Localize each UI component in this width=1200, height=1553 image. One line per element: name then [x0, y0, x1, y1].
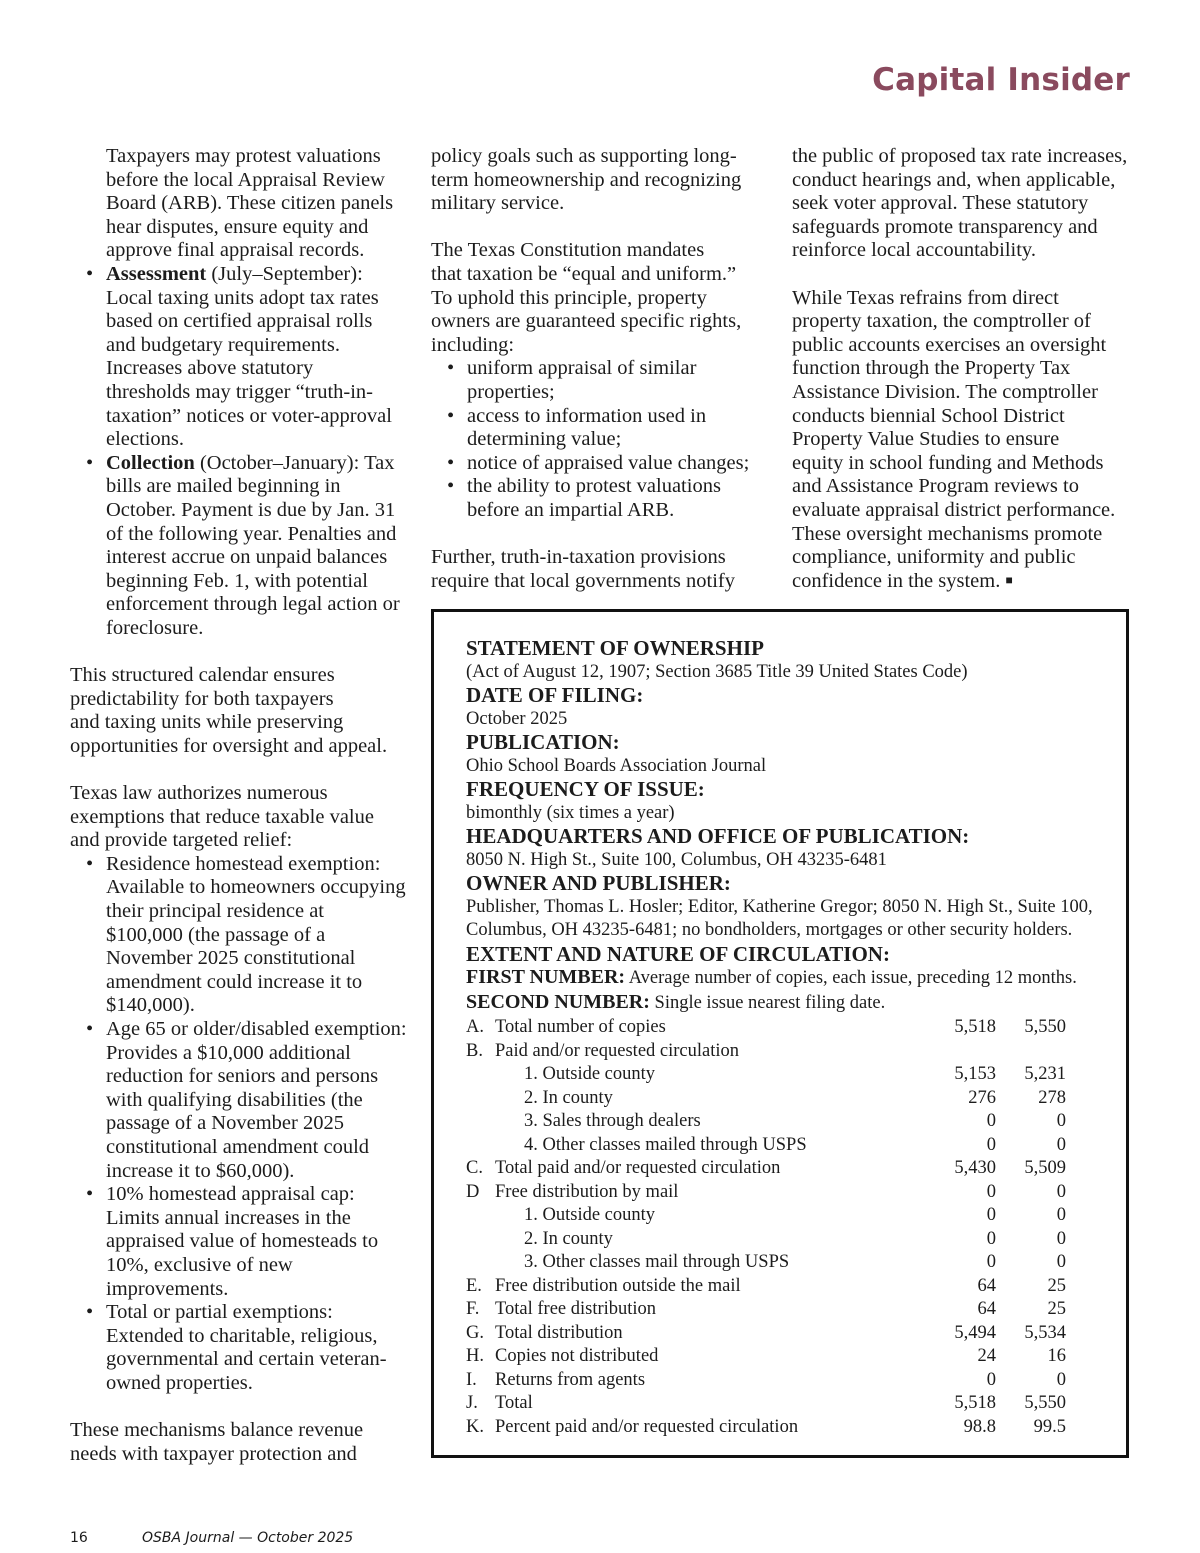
text-line: policy goals such as supporting long- — [431, 145, 737, 167]
row-label: 1. Outside county — [524, 1064, 656, 1084]
row-value-first: 5,518 — [954, 1017, 996, 1037]
policy-paragraph — [431, 145, 776, 216]
row-letter: G. — [466, 1322, 484, 1343]
row-value-first: 5,153 — [954, 1064, 996, 1084]
calendar-list — [70, 263, 415, 641]
text-line: Increases above statutory — [106, 357, 314, 380]
truth-in-taxation-paragraph — [431, 546, 776, 593]
text-line: These mechanisms balance revenue — [70, 1419, 364, 1442]
row-label: 1. Outside county — [524, 1205, 656, 1225]
owner-value: Columbus, OH 43235-6481; no bondholders, mortgages or other security holders. — [466, 920, 1073, 940]
row-value-second: 16 — [1047, 1346, 1066, 1366]
text-line: evaluate appraisal district performance. — [792, 498, 1116, 521]
list-item-right — [431, 405, 776, 452]
text-line: November 2025 constitutional — [106, 947, 356, 970]
bullet-icon: • — [86, 1017, 94, 1040]
frequency-value: bimonthly (six times a year) — [466, 802, 675, 823]
text-line: owned properties. — [106, 1371, 253, 1394]
row-value-first: 5,494 — [954, 1322, 996, 1343]
text-line: The Texas Constitution mandates — [431, 239, 705, 262]
table-row — [466, 1181, 1066, 1205]
text-line: Limits annual increases in the — [106, 1206, 351, 1229]
row-label: Paid and/or requested circulation — [495, 1040, 740, 1061]
date-of-filing-value: October 2025 — [466, 708, 568, 729]
row-letter — [466, 1063, 495, 1087]
row-value-second: 0 — [1056, 1181, 1066, 1202]
table-row — [466, 1298, 1066, 1322]
row-letter — [466, 1134, 495, 1158]
row-letter — [466, 1110, 495, 1134]
text-line: based on certified appraisal rolls — [106, 310, 373, 333]
frequency-label: FREQUENCY OF ISSUE: — [466, 777, 705, 801]
column-1 — [70, 145, 415, 1466]
text-line: 10%, exclusive of new — [106, 1253, 293, 1276]
text-line: Total or partial exemptions: — [106, 1301, 333, 1324]
row-value-second: 0 — [1056, 1252, 1066, 1272]
row-value-second: 5,550 — [1024, 1017, 1066, 1037]
text-line: Property Value Studies to ensure — [792, 428, 1060, 451]
text-line: Further, truth-in-taxation provisions — [431, 546, 726, 569]
table-row — [466, 1204, 1066, 1228]
text-line: the ability to protest valuations — [467, 475, 721, 498]
row-value-first: 0 — [986, 1111, 996, 1131]
rights-list — [431, 357, 776, 522]
row-value-first: 0 — [986, 1252, 996, 1272]
text-line: Local taxing units adopt tax rates — [106, 286, 379, 309]
bullet-icon: • — [447, 451, 455, 474]
text-line: military service. — [431, 192, 565, 215]
table-row — [466, 1040, 1066, 1064]
row-value-first: 0 — [986, 1205, 996, 1225]
row-letter: K. — [466, 1416, 484, 1437]
table-row — [466, 1369, 1066, 1393]
text-line: improvements. — [106, 1277, 229, 1300]
text-line: constitutional amendment could — [106, 1135, 370, 1158]
owner-value: Publisher, Thomas L. Hosler; Editor, Katherine Gregor; 8050 N. High St., Suite 100, — [466, 896, 1093, 917]
row-value-first: 0 — [986, 1134, 996, 1155]
text-line: Extended to charitable, religious, — [106, 1324, 378, 1347]
list-item-right — [431, 357, 776, 404]
constitution-paragraph — [431, 239, 776, 357]
intro-paragraph — [70, 145, 415, 263]
text-line: enforcement through legal action or — [106, 593, 400, 616]
text-line: Taxpayers may protest valuations — [106, 145, 381, 167]
text-line: equity in school funding and Methods — [792, 451, 1104, 474]
date-of-filing-label: DATE OF FILING: — [466, 683, 644, 707]
bullet-icon: • — [447, 357, 455, 380]
row-value-second: 0 — [1056, 1369, 1066, 1390]
table-row — [466, 1322, 1066, 1346]
bullet-icon: • — [86, 1183, 94, 1206]
text-line: notice of appraised value changes; — [467, 451, 750, 474]
table-row — [466, 1251, 1066, 1275]
text-line: access to information used in — [467, 404, 707, 427]
bullet-icon: • — [447, 475, 455, 498]
exemptions-intro-paragraph — [70, 782, 415, 853]
row-value-first: 64 — [977, 1275, 996, 1296]
row-label: 4. Other classes mailed through USPS — [524, 1134, 807, 1155]
text-line: $140,000). — [106, 994, 195, 1017]
row-value-second: 25 — [1047, 1299, 1066, 1319]
bullet-icon: • — [86, 852, 94, 875]
text-line: public accounts exercises an oversight — [792, 333, 1107, 356]
text-line: Assistance Division. The comptroller — [792, 380, 1098, 403]
table-row — [466, 1063, 1066, 1087]
text-line: increase it to $60,000). — [106, 1159, 295, 1182]
list-item-assessment — [70, 263, 415, 452]
row-label: Total distribution — [495, 1322, 623, 1343]
circulation-table — [466, 1016, 1066, 1439]
text-line: conducts biennial School District — [792, 404, 1065, 427]
row-value-second: 5,550 — [1024, 1393, 1066, 1413]
text-line: These oversight mechanisms promote — [792, 522, 1103, 545]
term-collection: Collection — [106, 451, 195, 474]
row-value-first: 98.8 — [963, 1416, 996, 1437]
text-line: properties; — [467, 380, 555, 403]
text-line: appraised value of homesteads to — [106, 1230, 379, 1253]
row-letter: H. — [466, 1346, 484, 1366]
text-line: and taxing units while preserving — [70, 711, 344, 734]
bullet-icon: • — [447, 404, 455, 427]
row-label: Free distribution outside the mail — [495, 1275, 741, 1296]
table-row — [466, 1157, 1066, 1181]
text-line: Available to homeowners occupying — [106, 876, 406, 899]
text-line: beginning Feb. 1, with potential — [106, 569, 368, 592]
row-value-second: 0 — [1056, 1111, 1066, 1131]
row-value-first: 0 — [986, 1369, 996, 1390]
text-line: (July–September): — [206, 262, 363, 285]
text-line: Board (ARB). These citizen panels — [106, 192, 394, 215]
text-line: taxation” notices or voter-approval — [106, 404, 392, 427]
text-line: passage of a November 2025 — [106, 1112, 344, 1135]
second-number-line — [466, 991, 1094, 1016]
text-line: safeguards promote transparency and — [792, 215, 1098, 238]
row-letter — [466, 1228, 495, 1252]
table-row — [466, 1087, 1066, 1111]
text-line: needs with taxpayer protection and — [70, 1442, 357, 1465]
text-line: with qualifying disabilities (the — [106, 1088, 363, 1111]
row-letter — [466, 1204, 495, 1228]
list-item-right — [431, 452, 776, 476]
column-2 — [431, 145, 776, 593]
list-item-exemption — [70, 1183, 415, 1301]
text-line: before the local Appraisal Review — [106, 168, 385, 191]
text-line: seek voter approval. These statutory — [792, 192, 1089, 215]
row-label: 2. In county — [524, 1228, 613, 1249]
row-letter: C. — [466, 1158, 483, 1178]
first-number-label: FIRST NUMBER: — [466, 966, 626, 988]
row-value-first: 0 — [986, 1181, 996, 1202]
text-line: uniform appraisal of similar — [467, 357, 697, 380]
row-label: Total number of copies — [495, 1017, 666, 1037]
row-letter — [466, 1087, 495, 1111]
row-label: Total paid and/or requested circulation — [495, 1158, 781, 1178]
text-line: governmental and certain veteran- — [106, 1348, 387, 1371]
text-line: thresholds may trigger “truth-in- — [106, 380, 374, 403]
text-line: Age 65 or older/disabled exemption: — [106, 1017, 407, 1040]
text-line: (October–January): Tax — [194, 451, 395, 474]
row-value-first: 0 — [986, 1228, 996, 1249]
column-3 — [792, 145, 1137, 595]
text-line: exemptions that reduce taxable value — [70, 805, 374, 828]
text-line: Provides a $10,000 additional — [106, 1041, 351, 1064]
text-line: and Assistance Program reviews to — [792, 475, 1079, 498]
row-value-first: 5,430 — [954, 1158, 996, 1178]
text-line: approve final appraisal records. — [106, 239, 365, 262]
second-number-label: SECOND NUMBER: — [466, 990, 650, 1013]
row-label: Total — [495, 1393, 533, 1413]
first-number-line — [466, 966, 1094, 991]
publication-name: OSBA Journal — October 2025 — [142, 1530, 354, 1546]
owner-label: OWNER AND PUBLISHER: — [466, 871, 731, 895]
text-line: their principal residence at — [106, 900, 324, 922]
text-line: before an impartial ARB. — [467, 498, 675, 521]
table-row — [466, 1392, 1066, 1416]
text-line: opportunities for oversight and appeal. — [70, 734, 388, 757]
text-line: 10% homestead appraisal cap: — [106, 1183, 355, 1206]
headquarters-label: HEADQUARTERS AND OFFICE OF PUBLICATION: — [466, 824, 970, 848]
text-line: October. Payment is due by Jan. 31 — [106, 498, 396, 521]
text-line: $100,000 (the passage of a — [106, 923, 326, 946]
row-letter: A. — [466, 1017, 484, 1037]
text-line: foreclosure. — [106, 616, 204, 639]
table-row — [466, 1110, 1066, 1134]
row-label: Free distribution by mail — [495, 1181, 679, 1202]
table-row — [466, 1134, 1066, 1158]
text-line: owners are guaranteed specific rights, — [431, 310, 742, 333]
text-line: While Texas refrains from direct — [792, 286, 1059, 309]
notice-paragraph — [792, 145, 1137, 263]
text-line: confidence in the system. — [792, 569, 1006, 592]
text-line: conduct hearings and, when applicable, — [792, 168, 1116, 191]
row-label: 3. Other classes mail through USPS — [524, 1252, 790, 1272]
list-item-exemption — [70, 853, 415, 1018]
row-value-first: 64 — [977, 1299, 996, 1319]
publication-value: Ohio School Boards Association Journal — [466, 755, 767, 776]
term-assessment: Assessment — [106, 262, 207, 285]
row-value-second: 5,509 — [1024, 1158, 1066, 1178]
text-line: Residence homestead exemption: — [106, 852, 381, 875]
row-value-first: 24 — [977, 1346, 996, 1366]
text-line: hear disputes, ensure equity and — [106, 215, 369, 238]
table-row — [466, 1228, 1066, 1252]
closing-paragraph — [70, 1419, 415, 1466]
row-letter: I. — [466, 1369, 477, 1390]
end-mark-icon: ■ — [1005, 572, 1013, 587]
headquarters-value: 8050 N. High St., Suite 100, Columbus, OH 43235-6481 — [466, 849, 887, 870]
second-number-value: Single issue nearest filing date. — [649, 992, 886, 1013]
row-letter: D — [466, 1181, 480, 1202]
list-item-right — [431, 475, 776, 522]
table-row — [466, 1275, 1066, 1299]
list-item-exemption — [70, 1018, 415, 1183]
row-letter — [466, 1251, 495, 1275]
row-value-second: 5,534 — [1024, 1322, 1066, 1343]
text-line: property taxation, the comptroller of — [792, 310, 1091, 333]
row-letter: J. — [466, 1393, 478, 1413]
table-row — [466, 1016, 1066, 1040]
text-line: Texas law authorizes numerous — [70, 782, 328, 805]
row-label: 3. Sales through dealers — [524, 1111, 701, 1131]
row-value-first — [926, 1040, 996, 1064]
text-line: determining value; — [467, 428, 622, 451]
section-title: Capital Insider — [872, 62, 1130, 98]
statement-of-ownership-box — [431, 609, 1129, 1458]
row-label: Total free distribution — [495, 1299, 657, 1319]
row-value-second: 25 — [1047, 1275, 1066, 1296]
calendar-summary-paragraph — [70, 664, 415, 758]
text-line: require that local governments notify — [431, 569, 735, 592]
text-line: predictability for both taxpayers — [70, 687, 334, 710]
row-letter: F. — [466, 1299, 480, 1319]
page-footer — [70, 1530, 353, 1546]
exemptions-list — [70, 853, 415, 1396]
row-value-second: 99.5 — [1033, 1416, 1066, 1437]
text-line: compliance, uniformity and public — [792, 546, 1076, 569]
text-line: and budgetary requirements. — [106, 333, 340, 356]
text-line: the public of proposed tax rate increases, — [792, 145, 1128, 167]
row-value-second: 0 — [1056, 1205, 1066, 1225]
row-value-first: 276 — [968, 1087, 996, 1108]
text-line: term homeownership and recognizing — [431, 168, 742, 191]
comptroller-paragraph — [792, 287, 1137, 596]
extent-label: EXTENT AND NATURE OF CIRCULATION: — [466, 941, 890, 966]
first-number-value: Average number of copies, each issue, preceding 12 months. — [625, 968, 1077, 988]
publication-label: PUBLICATION: — [466, 730, 620, 754]
statement-title: STATEMENT OF OWNERSHIP — [466, 636, 764, 660]
text-line: that taxation be “equal and uniform.” — [431, 262, 737, 285]
row-value-second: 278 — [1038, 1087, 1066, 1108]
statement-act: (Act of August 12, 1907; Section 3685 Title 39 United States Code) — [466, 661, 968, 682]
row-value-second: 5,231 — [1024, 1064, 1066, 1084]
row-label: Percent paid and/or requested circulation — [495, 1416, 799, 1437]
text-line: amendment could increase it to — [106, 970, 363, 993]
text-line: including: — [431, 333, 515, 356]
text-line: reinforce local accountability. — [792, 239, 1036, 262]
row-letter: B. — [466, 1040, 483, 1061]
row-label: Copies not distributed — [495, 1346, 659, 1366]
row-value-first: 5,518 — [954, 1393, 996, 1413]
text-line: reduction for seniors and persons — [106, 1065, 379, 1088]
list-item-collection — [70, 452, 415, 641]
row-label: Returns from agents — [495, 1369, 646, 1390]
row-label: 2. In county — [524, 1087, 613, 1108]
row-value-second — [996, 1040, 1066, 1064]
table-row — [466, 1345, 1066, 1369]
bullet-icon: • — [86, 262, 94, 285]
list-item-exemption — [70, 1301, 415, 1395]
text-line: bills are mailed beginning in — [106, 475, 341, 498]
text-line: elections. — [106, 428, 184, 451]
bullet-icon: • — [86, 451, 94, 474]
text-line: function through the Property Tax — [792, 357, 1071, 380]
text-line: of the following year. Penalties and — [106, 522, 397, 545]
table-row — [466, 1416, 1066, 1440]
text-line: and provide targeted relief: — [70, 829, 293, 852]
row-value-second: 0 — [1056, 1134, 1066, 1155]
page-number: 16 — [70, 1530, 88, 1546]
bullet-icon: • — [86, 1301, 94, 1324]
row-value-second: 0 — [1056, 1228, 1066, 1249]
text-line: interest accrue on unpaid balances — [106, 546, 388, 569]
text-line: This structured calendar ensures — [70, 664, 335, 687]
row-letter: E. — [466, 1275, 482, 1296]
text-line: To uphold this principle, property — [431, 286, 707, 309]
